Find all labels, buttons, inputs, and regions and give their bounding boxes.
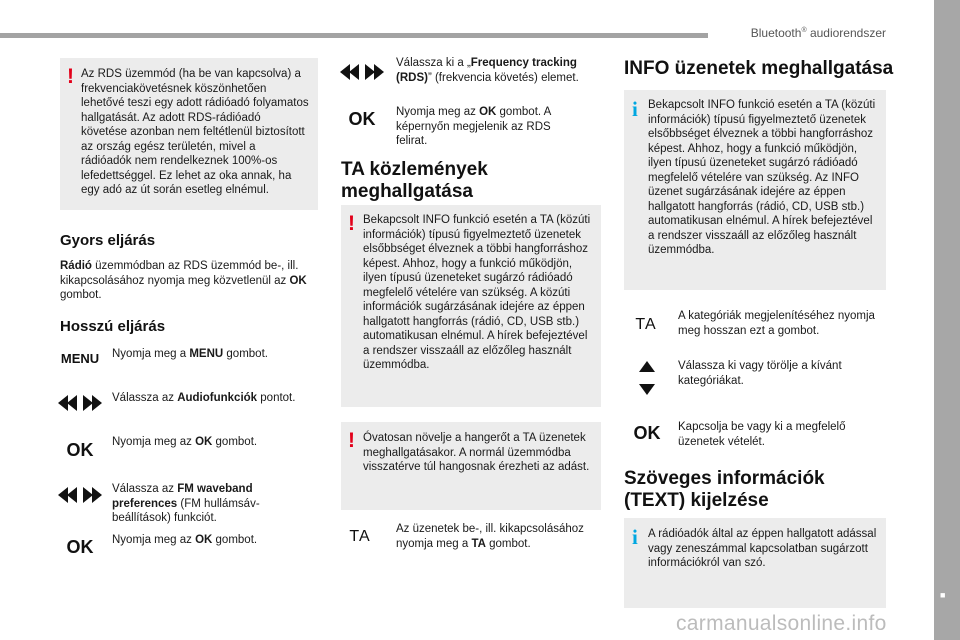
- step-text: [396, 522, 594, 551]
- step-text: [112, 533, 312, 548]
- step-text: [112, 482, 282, 526]
- step-post: gombot.: [223, 348, 268, 360]
- step-bold: OK: [195, 436, 213, 448]
- trademark-sup: ®: [801, 27, 807, 34]
- left-right-arrows-icon: [58, 485, 102, 505]
- step-post: (FM hullámsáv-beállítások) funkciót.: [112, 497, 260, 524]
- quick-text-1: üzemmódban az RDS üzemmód be-, ill. kikapcsolásához nyomja meg közvetlenül az: [60, 260, 299, 287]
- step-text: Válassza ki vagy törölje a kívánt kategóriákat.: [678, 360, 842, 387]
- step-post: gombot.: [485, 537, 531, 550]
- ta-warning-box: [341, 205, 601, 407]
- section-title: [751, 26, 886, 40]
- ta-heading: [341, 159, 488, 203]
- text-heading-line1: Szöveges információk: [624, 468, 825, 489]
- up-down-arrows-icon: [635, 360, 659, 396]
- menu-button-icon: MENU: [60, 350, 100, 366]
- step-bold: FM waveband preferences: [112, 483, 253, 510]
- text-info-heading: [624, 468, 825, 512]
- step-pre: Nyomja meg az: [112, 534, 196, 546]
- ta-heading-line1: TA közlemények: [341, 159, 488, 180]
- radio-bold: Rádió: [60, 260, 92, 272]
- side-mark-icon: ■: [940, 590, 946, 600]
- ta-button-icon: TA: [349, 528, 371, 545]
- page-number: 5: [921, 603, 927, 614]
- warning-icon: !: [67, 65, 74, 88]
- step-bold: MENU: [189, 348, 224, 360]
- step-bold: OK: [479, 106, 497, 118]
- left-right-arrows-icon: [58, 393, 102, 413]
- long-procedure-heading: Hosszú eljárás: [60, 318, 166, 335]
- step-post: gombot.: [212, 436, 258, 448]
- ok-button-icon: OK: [66, 439, 94, 460]
- ok-bold: OK: [289, 274, 307, 287]
- quick-text-2: gombot.: [60, 289, 102, 301]
- step-post: pontot.: [257, 392, 296, 404]
- step-pre: Válassza ki a „: [396, 57, 471, 69]
- info-box: [624, 90, 886, 290]
- step-text: Kapcsolja be vagy ki a megfelelő üzenetek vételét.: [678, 421, 846, 448]
- section-title-main: Bluetooth: [750, 26, 802, 40]
- quick-procedure-text: [60, 259, 320, 303]
- left-right-arrows-icon: [340, 62, 384, 82]
- rds-warning-box: [60, 58, 318, 210]
- text-info-text: A rádióadók által az éppen hallgatott adással vagy zeneszámmal kapcsolatban sugárzott információkról van szó.: [648, 528, 877, 569]
- ok-button-icon: OK: [633, 422, 661, 443]
- step-pre: Válassza az: [112, 483, 178, 495]
- step-post: gombot. A képernyőn megjelenik az RDS felirat.: [396, 106, 551, 147]
- step-bold: TA: [471, 537, 486, 550]
- text-info-box: [624, 518, 886, 608]
- ta-warning-text: Bekapcsolt INFO funkció esetén a TA (közúti információk) típusú figyelmeztető üzenetek elsőbbséget élveznek a többi hangforráshoz képest. Ahhoz, hogy a funkció működjön, ilyen típusú üzeneteket sugárzó rádióadó megfelelő vételére van szükség. A közúti információk sugárzásának idejére az éppen hallgatott hangforrás (rádió, CD, USB stb.) automatikusan elnémul. A hírek befejeztével a rendszer visszaáll az előzőleg használt üzemmódba.: [363, 214, 591, 371]
- info-text: Bekapcsolt INFO funkció esetén a TA (közúti információk) típusú figyelmeztető üzenetek elsőbbséget élveznek a többi hangforráshoz képest. Ahhoz, hogy a funkció működjön, ilyen típusú üzeneteket sugárzó rádióadó megfelelő vételére van szükség. Az INFO üzenet sugárzásának idejére az éppen hallgatott hangforrás (rádió, CD, USB stb.) automatikusan elnémul. A hírek befejeztével a rendszer visszaáll az előzőleg használt üzemmódba.: [648, 99, 876, 256]
- info-icon: i: [632, 97, 638, 121]
- step-text: [112, 435, 312, 450]
- warning-icon: !: [348, 429, 355, 452]
- step-bold: OK: [195, 534, 213, 546]
- ok-button-icon: OK: [348, 108, 376, 129]
- step-pre: Nyomja meg az: [396, 106, 480, 118]
- step-text: [396, 105, 571, 149]
- quick-procedure-heading: Gyors eljárás: [60, 232, 156, 249]
- step-post: gombot.: [212, 534, 258, 546]
- warning-icon: !: [348, 212, 355, 235]
- ok-button-icon: OK: [66, 536, 94, 557]
- step-pre: Nyomja meg az: [112, 436, 196, 448]
- info-icon: i: [632, 525, 638, 549]
- section-title-rest: audiorendszer: [806, 26, 886, 40]
- watermark: carmanualsonline.info: [676, 612, 887, 635]
- step-bold: Audiofunkciók: [177, 392, 258, 404]
- ta-heading-line2: meghallgatása: [341, 181, 473, 202]
- step-pre: Válassza az: [112, 392, 178, 404]
- step-bold: Frequency tracking (RDS): [396, 57, 577, 84]
- rds-warning-text: Az RDS üzemmód (ha be van kapcsolva) a frekvenciakövetésnek köszönhetően lehetővé teszi egy adott rádióadó folyamatos hallgatását. Az adott RDS-rádióadó követése azonban nem feltétlenül biztosított az ország egész területén, mivel a rádióadók nem rendelkeznek 100%-os lefedettséggel. Ez lehet az oka annak, ha egy adó az út során esetleg elnémul.: [81, 68, 309, 196]
- text-heading-line2: (TEXT) kijelzése: [624, 490, 769, 511]
- step-pre: Nyomja meg a: [112, 348, 190, 360]
- info-heading: INFO üzenetek meghallgatása: [624, 58, 894, 79]
- step-text: [112, 391, 317, 406]
- volume-warning-text: Óvatosan növelje a hangerőt a TA üzenetek meghallgatásakor. A normál üzemmódba visszatérve túl hangosnak érezheti az adást.: [363, 432, 590, 473]
- step-text: [112, 347, 312, 362]
- step-text: [396, 56, 596, 85]
- volume-warning-box: [341, 422, 601, 510]
- ta-button-icon: TA: [635, 316, 657, 333]
- side-tab: [934, 0, 960, 640]
- header-bar: [0, 33, 708, 38]
- step-pre: Az üzenetek be-, ill. kikapcsolásához nyomja meg a: [396, 523, 584, 550]
- step-post: ” (frekvencia követés) elemet.: [427, 71, 579, 84]
- step-text: A kategóriák megjelenítéséhez nyomja meg hosszan ezt a gombot.: [678, 310, 875, 337]
